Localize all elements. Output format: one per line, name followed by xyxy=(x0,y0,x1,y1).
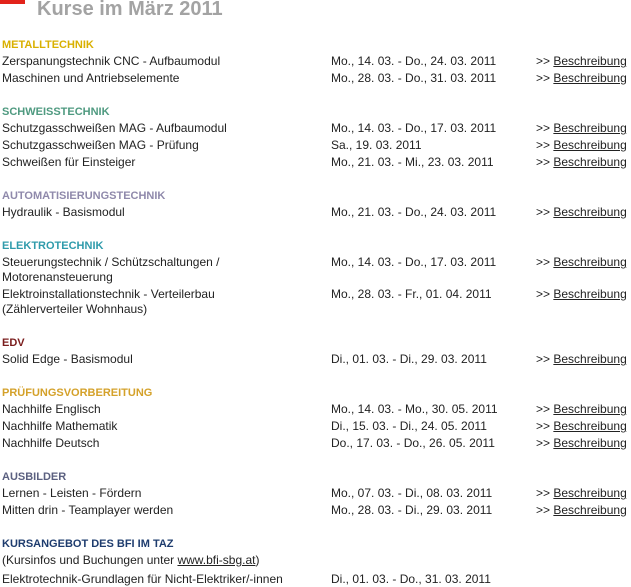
course-row xyxy=(0,70,631,87)
booking-note-prefix: (Kursinfos und Buchungen unter xyxy=(2,552,178,567)
section-title: SCHWEISSTECHNIK xyxy=(2,105,110,118)
course-link-cell xyxy=(536,503,631,518)
beschreibung-link[interactable]: Beschreibung xyxy=(553,137,627,152)
link-prefix: >> xyxy=(536,121,551,136)
course-name: Schutzgasschweißen MAG - Aufbaumodul xyxy=(2,121,227,136)
course-name: Nachhilfe Mathematik xyxy=(2,418,118,433)
course-link-cell xyxy=(536,486,631,501)
link-prefix: >> xyxy=(536,402,551,417)
link-prefix: >> xyxy=(536,204,551,219)
beschreibung-link[interactable]: Beschreibung xyxy=(553,286,627,301)
section-title: PRÜFUNGSVORBEREITUNG xyxy=(2,386,153,399)
course-date: Mo., 28. 03. - Di., 29. 03. 2011 xyxy=(331,502,493,517)
section-schweisstechnik xyxy=(0,104,631,171)
course-row xyxy=(0,204,631,221)
course-row xyxy=(0,53,631,70)
section-title: ELEKTROTECHNIK xyxy=(2,239,104,252)
course-link-cell xyxy=(536,138,631,153)
course-row xyxy=(0,571,631,587)
course-name: Nachhilfe Englisch xyxy=(2,402,101,417)
link-prefix: >> xyxy=(536,435,551,450)
section-edv xyxy=(0,335,631,368)
course-row xyxy=(0,351,631,368)
section-title: AUSBILDER xyxy=(2,470,67,483)
course-date: Di., 15. 03. - Di., 24. 05. 2011 xyxy=(331,418,487,433)
course-link-cell xyxy=(536,436,631,451)
course-row xyxy=(0,154,631,171)
course-date: Mo., 28. 03. - Fr., 01. 04. 2011 xyxy=(331,286,492,301)
course-date: Di., 01. 03. - Do., 31. 03. 2011 xyxy=(331,571,491,586)
course-date: Mo., 14. 03. - Do., 17. 03. 2011 xyxy=(331,255,497,270)
course-link-cell xyxy=(536,71,631,86)
beschreibung-link[interactable]: Beschreibung xyxy=(553,485,627,500)
course-row xyxy=(0,502,631,519)
beschreibung-link[interactable]: Beschreibung xyxy=(553,502,627,517)
course-row xyxy=(0,286,631,318)
link-prefix: >> xyxy=(536,418,551,433)
course-link-cell xyxy=(536,287,631,302)
course-link-cell xyxy=(536,155,631,170)
course-name: Solid Edge - Basismodul xyxy=(2,352,133,366)
course-link-cell xyxy=(536,419,631,434)
course-row xyxy=(0,401,631,418)
course-link-cell xyxy=(536,121,631,136)
bfi-website-link[interactable]: www.bfi-sbg.at xyxy=(177,552,256,567)
section-metalltechnik xyxy=(0,37,631,87)
beschreibung-link[interactable]: Beschreibung xyxy=(553,435,627,450)
course-name: Lernen - Leisten - Fördern xyxy=(2,485,142,500)
course-link-cell xyxy=(536,402,631,417)
link-prefix: >> xyxy=(536,255,551,270)
section-automatisierungstechnik xyxy=(0,188,631,221)
course-date: Sa., 19. 03. 2011 xyxy=(331,137,422,152)
course-date: Mo., 28. 03. - Do., 31. 03. 2011 xyxy=(331,70,497,85)
beschreibung-link[interactable]: Beschreibung xyxy=(553,402,627,417)
link-prefix: >> xyxy=(536,154,551,169)
section-elektrotechnik xyxy=(0,238,631,318)
section-pruefungsvorbereitung xyxy=(0,385,631,452)
course-name: Mitten drin - Teamplayer werden xyxy=(2,502,174,517)
course-link-cell xyxy=(536,205,631,220)
section-title: KURSANGEBOT DES BFI IM TAZ xyxy=(2,537,174,550)
section-title: AUTOMATISIERUNGSTECHNIK xyxy=(2,189,166,202)
course-name: Maschinen und Antriebselemente xyxy=(2,70,180,85)
beschreibung-link[interactable]: Beschreibung xyxy=(553,204,627,219)
beschreibung-link[interactable]: Beschreibung xyxy=(553,255,627,270)
link-prefix: >> xyxy=(536,352,551,366)
course-row xyxy=(0,254,631,286)
beschreibung-link[interactable]: Beschreibung xyxy=(553,54,627,69)
course-name: Hydraulik - Basismodul xyxy=(2,204,125,219)
course-date: Mo., 21. 03. - Mi., 23. 03. 2011 xyxy=(331,154,494,169)
booking-note xyxy=(0,552,631,569)
course-row xyxy=(0,485,631,502)
course-date: Mo., 14. 03. - Do., 17. 03. 2011 xyxy=(331,121,497,136)
course-date: Mo., 21. 03. - Do., 24. 03. 2011 xyxy=(331,204,497,219)
beschreibung-link[interactable]: Beschreibung xyxy=(553,418,627,433)
course-date: Mo., 14. 03. - Do., 24. 03. 2011 xyxy=(331,54,497,69)
course-date: Mo., 07. 03. - Di., 08. 03. 2011 xyxy=(331,485,493,500)
booking-note-suffix: ) xyxy=(255,552,260,567)
accent-bar xyxy=(0,0,25,4)
course-name: Elektroinstallationstechnik - Verteilerbau (Zählerverteiler Wohnhaus) xyxy=(2,286,215,316)
course-date: Di., 01. 03. - Di., 29. 03. 2011 xyxy=(331,352,487,366)
link-prefix: >> xyxy=(536,70,551,85)
link-prefix: >> xyxy=(536,137,551,152)
course-name: Elektrotechnik-Grundlagen für Nicht-Elektriker/-innen xyxy=(2,571,283,586)
course-link-cell xyxy=(536,352,631,367)
section-ausbilder xyxy=(0,469,631,519)
course-link-cell xyxy=(536,255,631,270)
course-name: Zerspanungstechnik CNC - Aufbaumodul xyxy=(2,54,221,69)
beschreibung-link[interactable]: Beschreibung xyxy=(553,352,627,366)
course-date: Do., 17. 03. - Do., 26. 05. 2011 xyxy=(331,435,495,450)
course-name: Schweißen für Einsteiger xyxy=(2,154,136,169)
course-list xyxy=(0,37,631,587)
section-title: METALLTECHNIK xyxy=(2,38,94,51)
link-prefix: >> xyxy=(536,54,551,69)
section-title: EDV xyxy=(2,336,25,349)
course-row xyxy=(0,418,631,435)
page-title: Kurse im März 2011 xyxy=(37,0,223,20)
link-prefix: >> xyxy=(536,485,551,500)
course-row xyxy=(0,120,631,137)
course-row xyxy=(0,137,631,154)
course-link-cell xyxy=(536,54,631,69)
course-name: Steuerungstechnik / Schützschaltungen / Motorenansteuerung xyxy=(2,255,220,285)
course-name: Nachhilfe Deutsch xyxy=(2,435,100,450)
section-kursangebot-bfi xyxy=(0,536,631,587)
beschreibung-link[interactable]: Beschreibung xyxy=(553,121,627,136)
link-prefix: >> xyxy=(536,502,551,517)
course-row xyxy=(0,435,631,452)
course-name: Schutzgasschweißen MAG - Prüfung xyxy=(2,137,199,152)
beschreibung-link[interactable]: Beschreibung xyxy=(553,154,627,169)
course-date: Mo., 14. 03. - Mo., 30. 05. 2011 xyxy=(331,402,498,417)
link-prefix: >> xyxy=(536,286,551,301)
beschreibung-link[interactable]: Beschreibung xyxy=(553,70,627,85)
